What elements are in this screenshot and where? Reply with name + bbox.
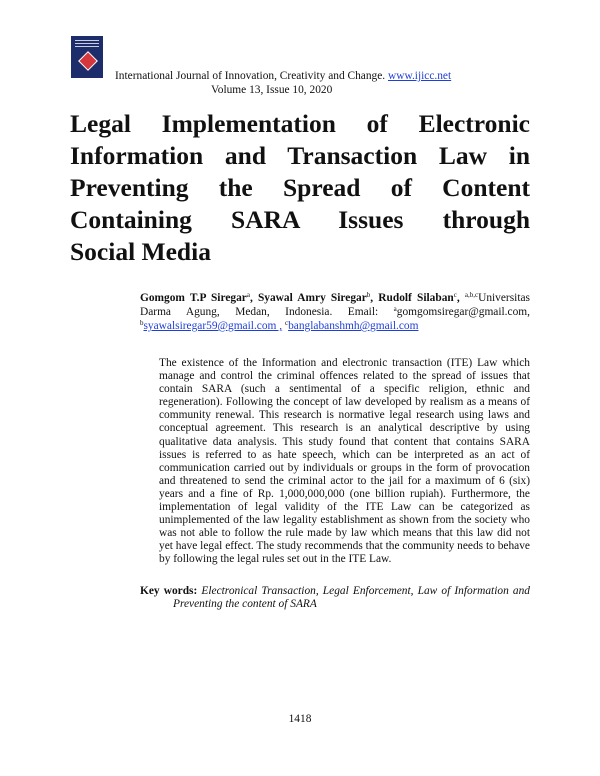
abstract: The existence of the Information and electronic transaction (ITE) Law which manage and control the criminal offences related to the spread of issues that contain SARA (such a sentimental of a specific religion, ethnic and regeneration). Following the concept of law developed by realism as a means of community renewal. This research is normative legal research using laws and conceptual agreement. This research is an analytical descriptive by using qualitative data analysis. This study found that content that contains SARA issues is referred to as hate speech, which can be interpreted as an act of communication carried out by individuals or groups in the form of provocation and threatened to send the criminal actor to the jail for a maximum of 6 (six) years and a fine of Rp. 1,000,000,000 (one billion rupiah). Furthermore, the implementation of legal validity of the ITE Law can be categorized as unimplemented of the law legality establishment as shown from the society who was not able to follow the rule made by law which means that this law did not yet have legal effect. The study recommends that the community needs to behave by following the legal rules set out in the ITE Law.	[159, 357, 530, 566]
author-block: Gomgom T.P Siregar$^a$, Syawal Amry Siregar$^b$, Rudolf Silaban$^c$, $^{a,b,c}$Universitas Darma Agung, Medan, Indonesia. Email: $^a$gomgomsiregar@gmail.com, $^b$syawalsiregar59@gmail.com , $^c$banglabanshmh@gmail.com	[140, 291, 530, 332]
paper-title	[70, 108, 530, 268]
author-name: Syawal Amry Siregar	[257, 292, 367, 304]
author-sup: c	[453, 291, 457, 299]
email-a: gomgomsiregar@gmail.com,	[396, 306, 530, 318]
journal-header	[115, 69, 485, 97]
email-sup: b	[140, 319, 144, 327]
journal-url-link[interactable]: www.ijicc.net	[388, 70, 452, 82]
author-sup: a	[246, 291, 250, 299]
email-sup: a	[393, 305, 397, 313]
title-line: Containing SARA Issues through	[70, 205, 530, 234]
title-line: Legal Implementation of Electronic	[70, 109, 530, 138]
logo-diamond-icon	[78, 51, 98, 71]
affiliation: Universitas Darma Agung, Medan, Indonesia. Email:	[140, 292, 530, 318]
keywords-section	[106, 585, 530, 611]
author-name: Gomgom T.P Siregar	[140, 292, 247, 304]
email-sup: c	[284, 319, 289, 327]
author-name: Rudolf Silaban	[378, 292, 454, 304]
page-number: 1418	[288, 713, 312, 725]
logo-band	[75, 46, 99, 47]
title-line: Preventing the Spread of Content	[70, 173, 530, 202]
title-line: Information and Transaction Law in	[70, 141, 530, 170]
keywords-text: Electronical Transaction, Legal Enforcement, Law of Information and Preventing the content of SARA	[173, 585, 530, 610]
journal-logo	[71, 36, 103, 78]
volume-issue: Volume 13, Issue 10, 2020	[211, 84, 333, 96]
keywords-label: Key words:	[140, 585, 198, 597]
author-sup: b	[366, 291, 371, 299]
email-c-link[interactable]: banglabanshmh@gmail.com	[288, 320, 419, 332]
logo-band	[75, 40, 99, 41]
journal-name: International Journal of Innovation, Creativity and Change.	[115, 70, 386, 82]
email-b-link[interactable]: syawalsiregar59@gmail.com ,	[143, 320, 283, 332]
affiliation-sup: a,b,c	[464, 291, 479, 299]
logo-band	[75, 43, 99, 44]
title-line: Social Media	[70, 237, 211, 266]
